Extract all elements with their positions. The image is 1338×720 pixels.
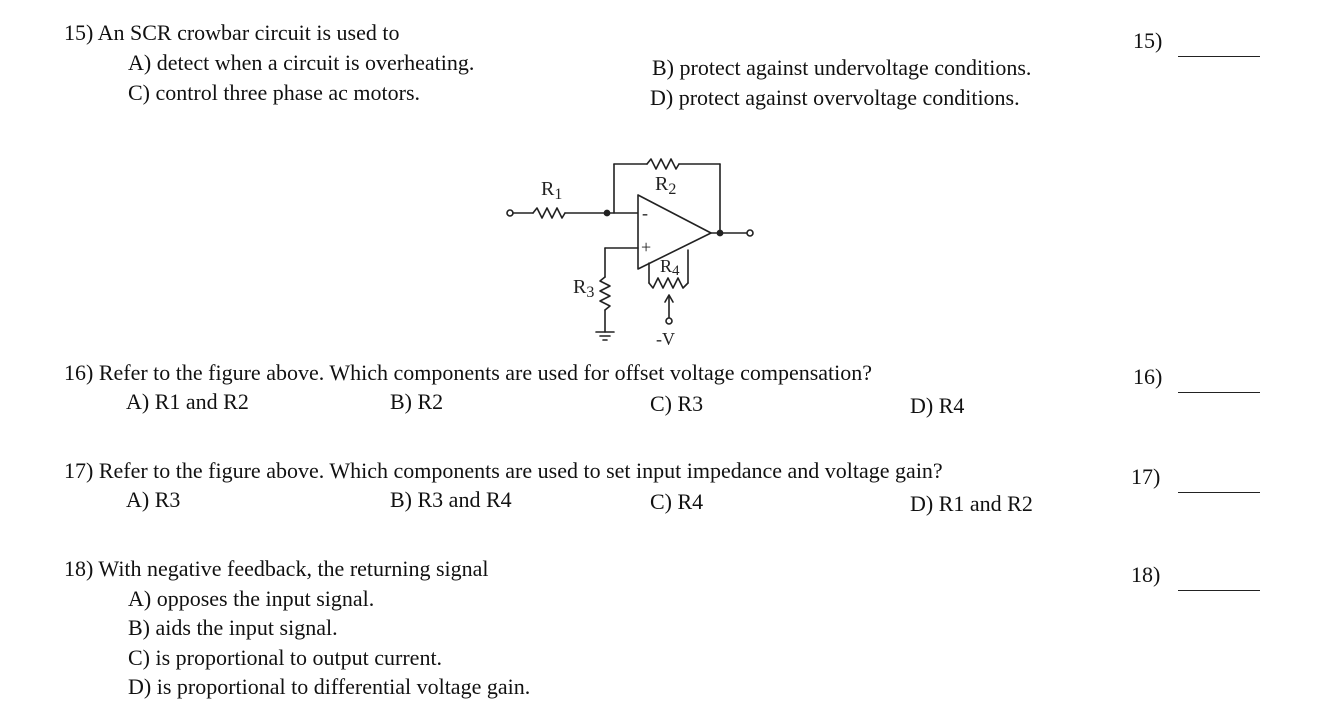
q16-stem: 16) Refer to the figure above. Which components are used for offset voltage compensation? (64, 360, 873, 385)
q15-option-a: A) detect when a circuit is overheating. (128, 50, 475, 75)
r4-label: R4 (660, 256, 680, 279)
q18-stem: 18) With negative feedback, the returning signal (64, 556, 489, 581)
q15-option-b: B) protect against undervoltage conditions. (652, 55, 1032, 80)
r3-label: $R_3$ (573, 276, 595, 301)
q16-option-c: C) R3 (650, 391, 704, 416)
neg-supply-terminal (666, 318, 672, 324)
q17-answer-blank[interactable] (1178, 492, 1260, 493)
output-terminal (747, 230, 753, 236)
r2-label: $R_2$ (655, 173, 677, 198)
plus-sign: + (641, 237, 652, 257)
op-amp-circuit-figure (495, 152, 795, 352)
q17-stem: 17) Refer to the figure above. Which components are used to set input impedance and voltage gain? (64, 458, 943, 483)
r4-resistor (649, 278, 688, 288)
q16-option-a: A) R1 and R2 (126, 389, 249, 414)
q18-option-d: D) is proportional to differential voltage gain. (128, 674, 531, 699)
q18-number-label: 18) (1131, 562, 1161, 587)
q18-answer-blank[interactable] (1178, 590, 1260, 591)
r3-resistor (600, 277, 610, 310)
q16-option-b: B) R2 (390, 389, 444, 414)
q15-number-label: 15) (1133, 28, 1163, 53)
r1-label: $R_1$ (541, 178, 563, 203)
q17-option-a: A) R3 (126, 487, 181, 512)
q18-option-a: A) opposes the input signal. (128, 586, 375, 611)
q15-stem: 15) An SCR crowbar circuit is used to (64, 20, 400, 45)
input-terminal (507, 210, 513, 216)
q17-number-label: 17) (1131, 464, 1161, 489)
op-amp-triangle (638, 195, 711, 269)
q17-option-b: B) R3 and R4 (390, 487, 512, 512)
q15-option-c: C) control three phase ac motors. (128, 80, 421, 105)
r2-resistor (647, 159, 679, 169)
q18-option-b: B) aids the input signal. (128, 615, 338, 640)
q18-option-c: C) is proportional to output current. (128, 645, 443, 670)
q15-option-d: D) protect against overvoltage conditions. (650, 85, 1020, 110)
neg-supply-label: -V (656, 329, 675, 349)
q17-option-d: D) R1 and R2 (910, 491, 1033, 516)
q16-answer-blank[interactable] (1178, 392, 1260, 393)
q17-option-c: C) R4 (650, 489, 704, 514)
minus-sign: - (642, 203, 648, 223)
q15-answer-blank[interactable] (1178, 56, 1260, 57)
r1-resistor (533, 208, 565, 218)
q16-option-d: D) R4 (910, 393, 965, 418)
q16-number-label: 16) (1133, 364, 1163, 389)
